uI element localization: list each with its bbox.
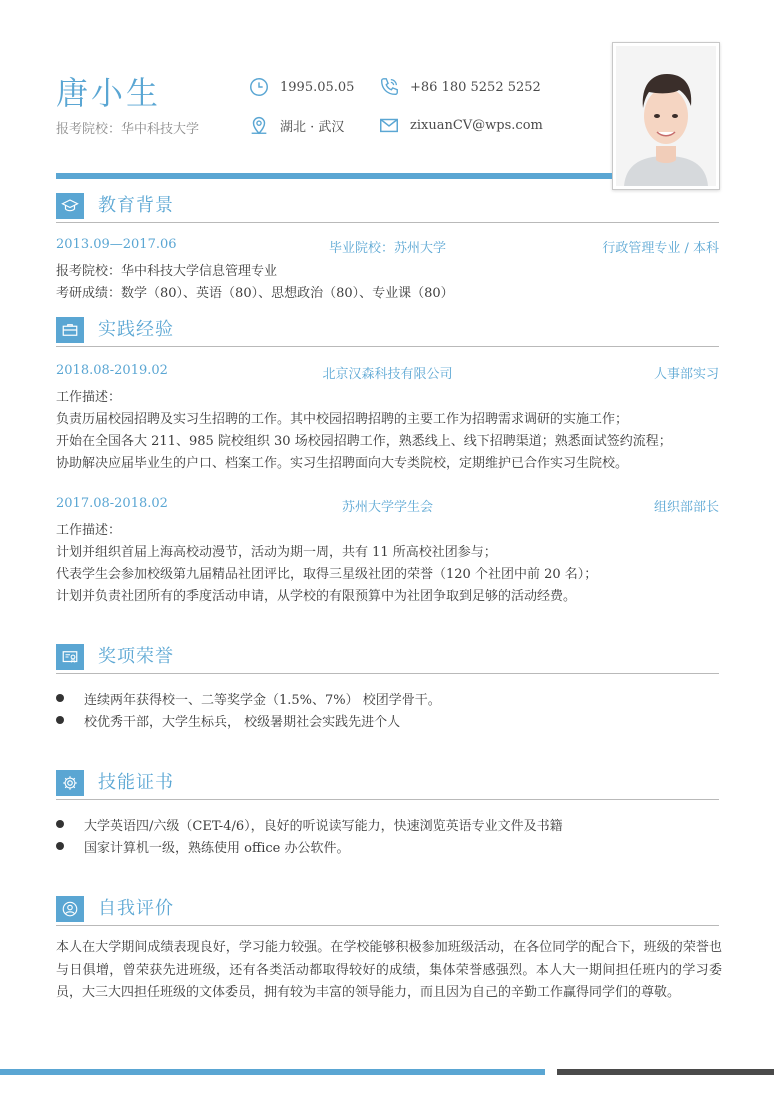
- practice-title: 实践经验: [98, 319, 174, 340]
- footer-accent-bar: [0, 1069, 545, 1075]
- education-section-header: [56, 193, 719, 223]
- practice-line: 计划并负责社团所有的季度活动申请，从学校的有限预算中为社团争取到足够的活动经费。: [56, 589, 577, 604]
- skill-text: 国家计算机一级，熟练使用 office 办公软件。: [84, 841, 350, 856]
- education-title: 教育背景: [98, 195, 174, 216]
- education-line: 考研成绩：数学（80）、英语（80）、思想政治（80）、专业课（80）: [56, 286, 454, 301]
- phone-contact: [378, 76, 541, 98]
- phone-icon: [378, 76, 400, 98]
- certificate-icon: [56, 644, 84, 670]
- user-icon: [56, 896, 84, 922]
- header-accent-bar: [56, 173, 612, 179]
- candidate-name: 唐小生: [56, 74, 162, 112]
- practice-label: 工作描述：: [56, 523, 122, 538]
- footer-dark-bar: [557, 1069, 774, 1075]
- location-pin-icon: [248, 114, 270, 136]
- education-summary-row: [56, 237, 719, 257]
- practice-section-header: [56, 317, 719, 347]
- bullet-dot: [56, 716, 64, 724]
- practice-line: 协助解决应届毕业生的户口、档案工作。实习生招聘面向大专类院校，定期维护已合作实习生院校。: [56, 456, 629, 471]
- birth-date: 1995.05.05: [280, 79, 355, 95]
- awards-title: 奖项荣誉: [98, 646, 174, 667]
- profile-photo: [612, 42, 720, 190]
- skills-section-header: [56, 770, 719, 800]
- education-major: 行政管理专业 / 本科: [602, 241, 719, 256]
- education-period: 2013.09—2017.06: [56, 237, 177, 252]
- award-text: 连续两年获得校一、二等奖学金（1.5%、7%） 校团学骨干。: [84, 693, 441, 708]
- practice-role: 组织部部长: [653, 500, 719, 515]
- practice-summary-row: [56, 496, 719, 516]
- practice-org: 北京汉森科技有限公司: [322, 367, 453, 382]
- skills-title: 技能证书: [98, 772, 174, 793]
- self-section-header: [56, 896, 719, 926]
- practice-org: 苏州大学学生会: [341, 500, 433, 515]
- bullet-dot: [56, 694, 64, 702]
- target-school: 报考院校：华中科技大学: [56, 122, 200, 137]
- award-text: 校优秀干部，大学生标兵， 校级暑期社会实践先进个人: [84, 715, 401, 730]
- gear-icon: [56, 770, 84, 796]
- awards-section-header: [56, 644, 719, 674]
- email-address: zixuanCV@wps.com: [410, 117, 543, 133]
- mail-icon: [378, 114, 400, 136]
- education-line: 报考院校：华中科技大学信息管理专业: [56, 264, 278, 279]
- email-contact: [378, 114, 543, 136]
- self-evaluation-text: 本人在大学期间成绩表现良好，学习能力较强。在学校能够积极参加班级活动，在各位同学的配合下，班级的荣誉也与日俱增，曾荣获先进班级，还有各类活动都取得较好的成绩，集体荣誉感强烈。本人大一期间担任班内的学习委员，大三大四担任班级的文体委员，拥有较为丰富的领导能力，而且因为自己的辛勤工作赢得同学们的尊敬。: [56, 940, 722, 1000]
- practice-summary-row: [56, 363, 719, 383]
- location-text: 湖北 · 武汉: [280, 119, 345, 135]
- practice-line: 代表学生会参加校级第九届精品社团评比，取得三星级社团的荣誉（120 个社团中前 20 名）；: [56, 567, 598, 582]
- phone-number: +86 180 5252 5252: [410, 79, 541, 95]
- practice-role: 人事部实习: [653, 367, 719, 382]
- education-school: 毕业院校：苏州大学: [328, 241, 446, 256]
- practice-line: 开始在全国各大 211、985 院校组织 30 场校园招聘工作，熟悉线上、线下招聘渠道；熟悉面试签约流程；: [56, 434, 672, 449]
- practice-line: 负责历届校园招聘及实习生招聘的工作。其中校园招聘招聘的主要工作为招聘需求调研的实施工作；: [56, 412, 629, 427]
- practice-period: 2018.08-2019.02: [56, 363, 168, 378]
- bullet-dot: [56, 820, 64, 828]
- portrait-image: [616, 46, 716, 186]
- location-contact: [248, 114, 344, 136]
- birth-contact: [248, 76, 354, 98]
- practice-period: 2017.08-2018.02: [56, 496, 168, 511]
- self-title: 自我评价: [98, 898, 174, 919]
- bullet-dot: [56, 842, 64, 850]
- practice-line: 计划并组织首届上海高校动漫节，活动为期一周，共有 11 所高校社团参与；: [56, 545, 497, 560]
- clock-icon: [248, 76, 270, 98]
- briefcase-icon: [56, 317, 84, 343]
- practice-label: 工作描述：: [56, 390, 122, 405]
- graduation-cap-icon: [56, 193, 84, 219]
- skill-text: 大学英语四/六级（CET-4/6），良好的听说读写能力，快速浏览英语专业文件及书籍: [84, 819, 563, 834]
